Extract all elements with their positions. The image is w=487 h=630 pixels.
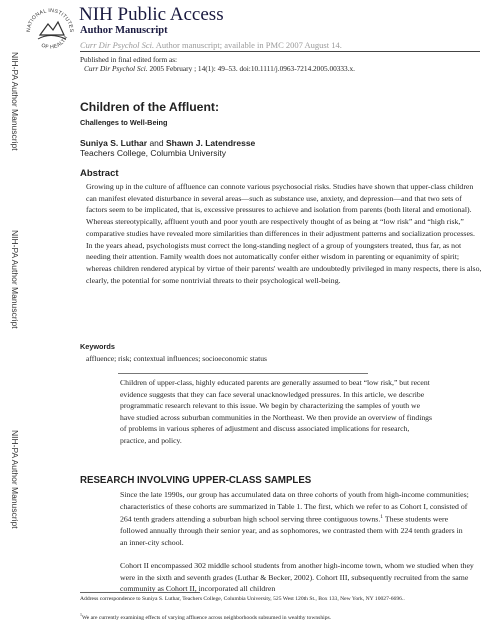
body-paragraph-2: Cohort II encompassed 302 middle school students from another high-income town, whom we studied when they were in the sixth and seventh grades (Luthar & Becker, 2002). Cohort III, subsequently recruited from the same community as Cohort II, incorporated all children — [120, 561, 474, 594]
teaser-paragraph: Children of upper-class, highly educated parents are generally assumed to beat “low risk,” but recent evidence suggests that they can face several unacknowledged pressures. In this article, we describe programmatic research relevant to this issue. We begin by characterizing the samples of youth we have studied across suburban communities in the Northeast. We then provide an overview of findings of problems in various spheres of adjustment and discuss associated implications for research, practice, and policy. — [120, 378, 433, 445]
footnote-rule — [80, 592, 200, 593]
body-paragraph-1-a: Since the late 1990s, our group has accumulated data on three cohorts of youth from high-income communities; characteristics of these cohorts are summarized in Table 1. The first, which we refer to as Cohort I, consisted of 264 tenth graders attending a suburban high school serving three contiguous towns. — [120, 490, 469, 524]
side-label-2: NIH-PA Author Manuscript — [10, 230, 20, 329]
svg-text:NATIONAL INSTITUTES: NATIONAL INSTITUTES — [25, 7, 75, 33]
author-2: Shawn J. Latendresse — [165, 138, 256, 148]
keywords-heading: Keywords — [80, 342, 115, 351]
article-subtitle: Challenges to Well-Being — [80, 118, 168, 127]
abstract-text: Growing up in the culture of affluence can connote various psychosocial risks. Studies have shown that upper-class children can manifest elevated disturbance in several areas—such as substance use, anxiety, and depression—and that two sets of factors seem to be implicated, that is, excessive pressures to achieve and isolation from parents (both literal and emotional). Whereas stereotypically, affluent youth and poor youth are respectively thought of as being at “low risk” and “high risk,” comparative studies have revealed more similarities than differences in their adjustment patterns and socialization processes. In the years ahead, psychologists must correct the long-standing neglect of a group of youngsters treated, thus far, as not needing their attention. Family wealth does not automatically confer either wisdom in parenting or equanimity of spirit; whereas children rendered atypical by virtue of their parents' wealth are undoubtedly privileged in many respects, there is also, clearly, the potential for some nontrivial threats to their psychological well-being. — [86, 182, 482, 285]
section-divider — [118, 373, 368, 374]
header-rule — [80, 51, 480, 52]
header-journal: Curr Dir Psychol Sci. — [80, 40, 155, 50]
published-label: Published in final edited form as: — [80, 55, 178, 64]
affiliation: Teachers College, Columbia University — [80, 148, 226, 158]
address-footnote: Address correspondence to Suniya S. Luthar, Teachers College, Columbia University, 525 West 120th St., Box 133, New York, NY 10027-6696.. — [80, 596, 405, 602]
footnote-1 — [80, 612, 480, 622]
author-manuscript-label: Author Manuscript — [80, 25, 168, 36]
published-citation — [84, 64, 355, 73]
body-paragraph-1 — [120, 489, 470, 549]
abstract-heading: Abstract — [80, 168, 119, 179]
author-conjunction: and — [147, 138, 166, 148]
svg-text:OF HEALTH: OF HEALTH — [40, 34, 70, 51]
article-title: Children of the Affluent: — [80, 100, 220, 114]
keywords-text: affluence; risk; contextual influences; socioeconomic status — [86, 354, 267, 363]
footnote-1-text: We are currently examining effects of varying affluence across neighborhoods subsumed in wealthy townships. — [81, 614, 332, 621]
published-details: 2005 February ; 14(1): 49–53. doi:10.1111/j.0963-7214.2005.00333.x. — [147, 64, 355, 73]
author-1: Suniya S. Luthar — [80, 138, 148, 148]
section-heading: RESEARCH INVOLVING UPPER-CLASS SAMPLES — [80, 475, 312, 486]
header-citation-rest: Author manuscript; available in PMC 2007 August 14. — [154, 40, 342, 50]
nih-logo-icon — [22, 2, 78, 58]
nih-public-access-title: NIH Public Access — [79, 4, 224, 25]
side-label-1: NIH-PA Author Manuscript — [10, 52, 20, 151]
footnote-mark: 1 — [80, 613, 82, 617]
header-citation — [80, 40, 342, 50]
side-label-3: NIH-PA Author Manuscript — [10, 430, 20, 529]
body-paragraph-1-b: These students were followed annually through their senior year, and as sophomores, we contrasted them with 224 tenth graders in an inner-city school. — [120, 514, 463, 547]
footnote-ref-1[interactable]: 1 — [380, 514, 384, 521]
author-list — [80, 138, 255, 148]
published-journal: Curr Dir Psychol Sci. — [84, 64, 148, 73]
